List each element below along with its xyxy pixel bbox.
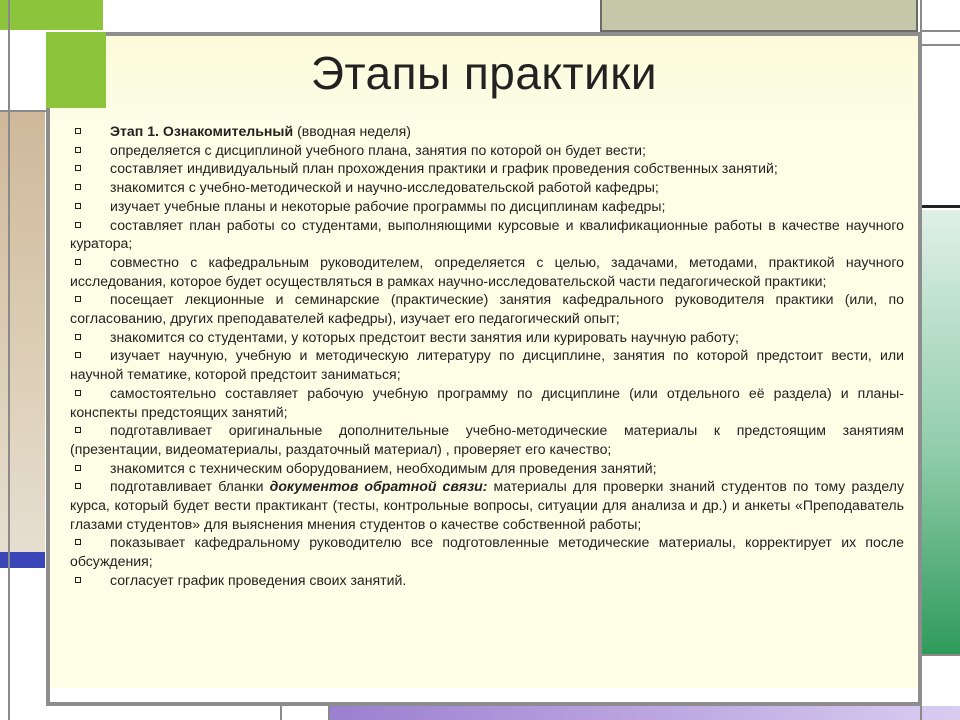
decor-line (920, 30, 960, 32)
list-item (70, 141, 904, 160)
list-item (70, 384, 904, 421)
list-group (70, 533, 904, 589)
list-item-heading (70, 122, 904, 141)
list-item-text: знакомится со студентами, у которых предстоит вести занятия или курировать научную работу; (110, 328, 739, 345)
decor-blue-strip (0, 552, 45, 568)
square-bullet-icon (75, 352, 81, 358)
stage-heading: Этап 1. Ознакомительный (110, 123, 294, 139)
list-item-feedback (70, 477, 904, 533)
list-item (70, 159, 904, 178)
square-bullet-icon (75, 334, 81, 340)
square-bullet-icon (75, 465, 81, 471)
list-item (70, 571, 904, 590)
decor-teal-panel (920, 210, 960, 655)
list-item (70, 253, 904, 290)
list-item-text: знакомится с техническим оборудованием, необходимым для проведения занятий; (110, 459, 657, 476)
list-item (70, 216, 904, 253)
square-bullet-icon (75, 539, 81, 545)
decor-line (920, 44, 960, 46)
square-bullet-icon (75, 222, 81, 228)
list-item-text: составляет план работы со студентами, выполняющими курсовые и квалификационные работы в качестве научного куратора; (70, 216, 904, 252)
list-item-text: изучает учебные планы и некоторые рабочие программы по дисциплинам кафедры; (110, 197, 666, 214)
list-item-text: самостоятельно составляет рабочую учебную программу по дисциплине (или отдельного её раздела) и планы-конспекты предстоящих занятий; (70, 384, 904, 420)
list-item (70, 421, 904, 458)
feedback-suffix: материалы для проверки знаний студентов по тому разделу курса, который будет вести практикант (тесты, контрольные вопросы, ситуации для анализа и др.) и анкеты «Преподаватель глазами студентов» для выяснения мнения студентов о качестве собственной работы; (70, 478, 905, 532)
decor-green-block (0, 0, 103, 30)
decor-line (920, 654, 960, 656)
square-bullet-icon (75, 577, 81, 583)
list-item (70, 328, 904, 347)
list-item (70, 178, 904, 197)
list-item-text: совместно с кафедральным руководителем, определяется с целью, задачами, методами, практикой научного исследования, которое будет осуществляться в рамках научно-исследовательской части педагогической практики; (70, 253, 904, 289)
decor-dark-line (918, 205, 960, 208)
square-bullet-icon (75, 165, 81, 171)
list-item-text: составляет индивидуальный план прохождения практики и график проведения собственных занятий; (110, 160, 778, 177)
feedback-emphasis: документов обратной связи: (269, 478, 488, 495)
decor-tan-panel (0, 112, 45, 552)
square-bullet-icon (75, 390, 81, 396)
square-bullet-icon (75, 483, 81, 489)
list-item-text: определяется с дисциплиной учебного плана, занятия по которой он будет вести; (110, 141, 646, 158)
list-group (70, 141, 904, 478)
list-item-text: знакомится с учебно-методической и научно-исследовательской работой кафедры; (110, 179, 659, 196)
square-bullet-icon (75, 203, 81, 209)
square-bullet-icon (75, 296, 81, 302)
list-item (70, 290, 904, 327)
list-item-text: подготавливает оригинальные дополнительные учебно-методические материалы к предстоящим занятиям (презентации, видеоматериалы, раздаточный материал) , проверяет его качество; (70, 422, 904, 457)
list-item-text: показывает кафедральному руководителю все подготовленные методические материалы, корректирует их после обсуждения; (70, 534, 904, 570)
list-item-text: посещает лекционные и семинарские (практические) занятия кафедрального руководителя практики (или, по согласованию, других преподавателей кафедры), изучает его педагогический опыт; (70, 291, 904, 327)
square-bullet-icon (75, 259, 81, 265)
decor-line (0, 110, 46, 112)
list-item (70, 197, 904, 216)
feedback-prefix: подготавливает бланки (110, 478, 264, 495)
decor-lavender-strip (330, 706, 960, 720)
stage-heading-note: (вводная неделя) (297, 123, 411, 139)
list-item (70, 533, 904, 570)
page-title: Этапы практики (310, 47, 658, 99)
square-bullet-icon (75, 147, 81, 153)
slide-card (46, 32, 922, 706)
decor-line (8, 0, 10, 720)
square-bullet-icon (75, 128, 81, 134)
list-item (70, 346, 904, 383)
decor-olive-block (600, 0, 918, 32)
stage-list (70, 122, 904, 590)
square-bullet-icon (75, 184, 81, 190)
list-item-text: изучает научную, учебную и методическую литературу по дисциплине, занятия по которой предстоит вести, или научной тематике, которой предстоит заниматься; (70, 347, 904, 383)
list-item-text: согласует график проведения своих занятий. (110, 571, 407, 588)
list-item (70, 459, 904, 478)
square-bullet-icon (75, 427, 81, 433)
